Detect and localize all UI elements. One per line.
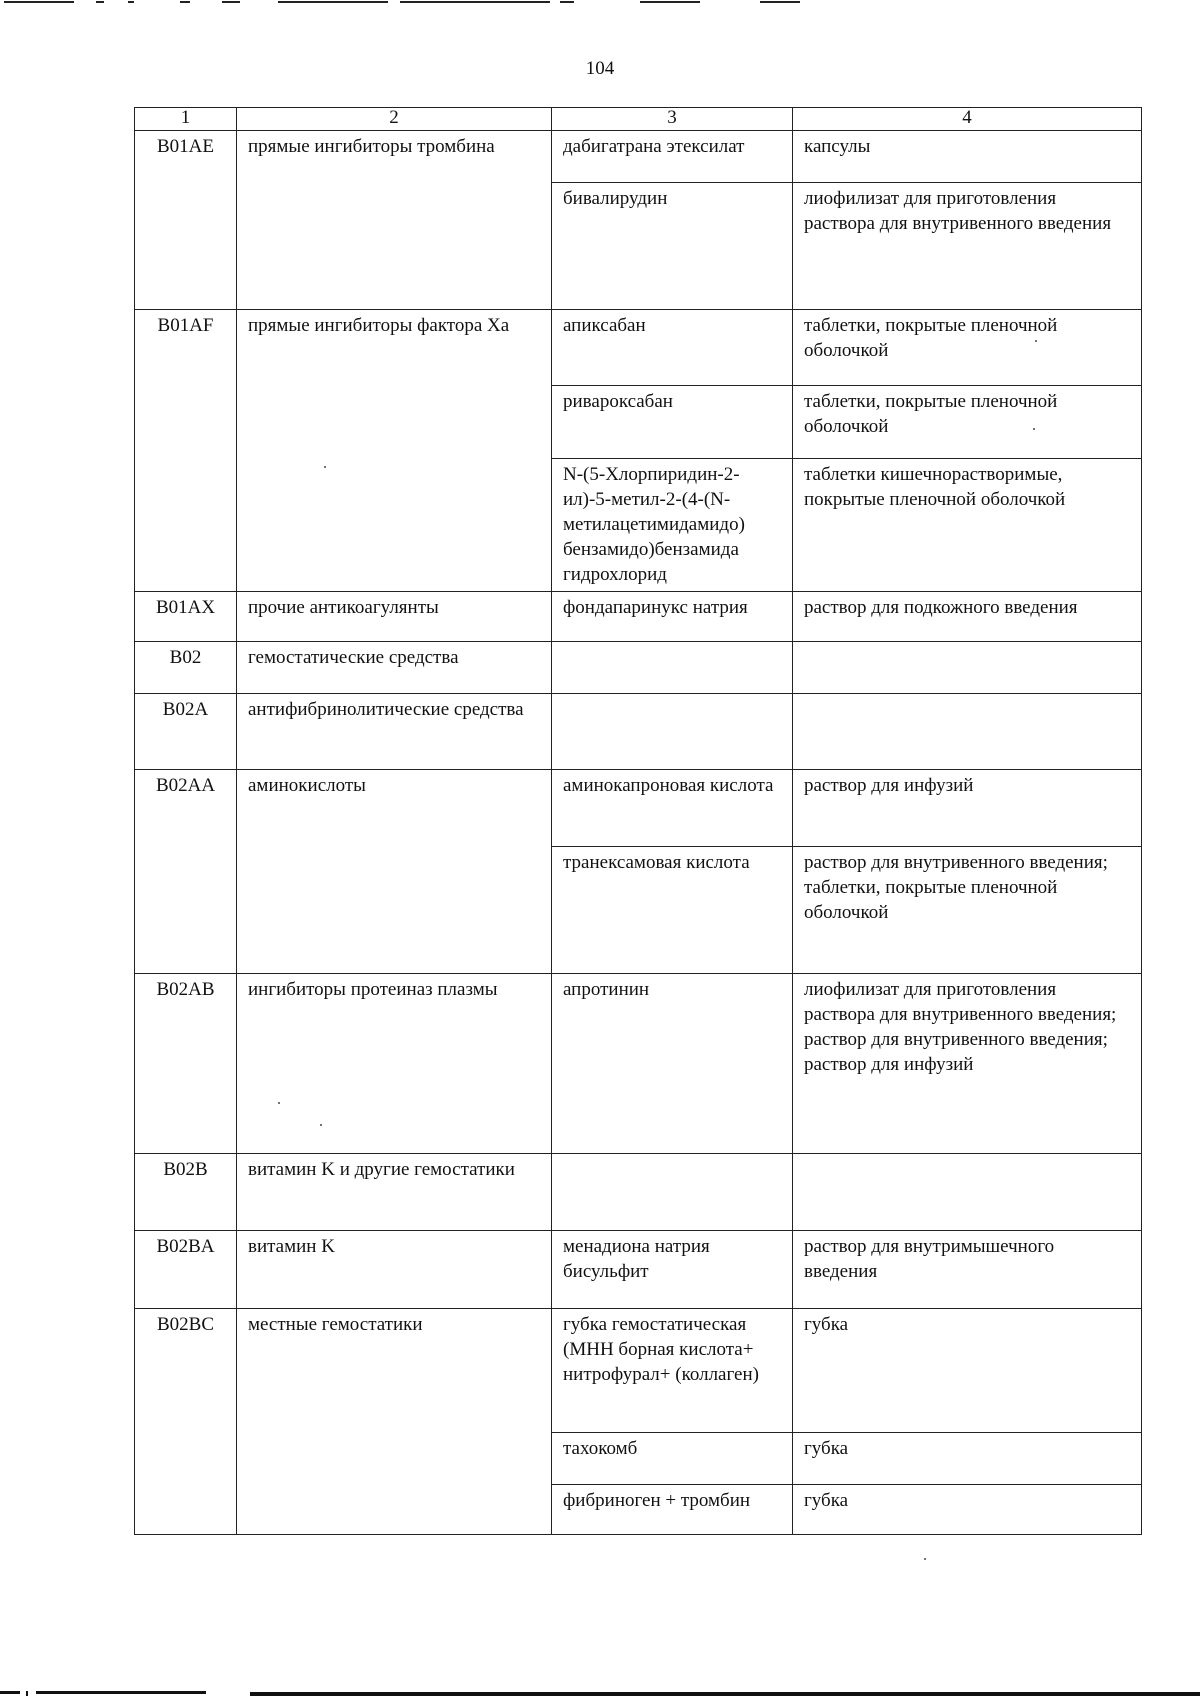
substance-name: бивалирудин — [552, 183, 793, 310]
dosage-forms — [793, 386, 1142, 459]
dosage-form: капсулы — [804, 136, 871, 157]
dosage-forms — [793, 459, 1142, 592]
atc-code: B01AE — [135, 131, 237, 310]
table-row — [135, 974, 1142, 1154]
atc-code: B02BA — [135, 1231, 237, 1309]
dosage-forms — [793, 1433, 1142, 1485]
dosage-form: таблетки, покрытые пленочной оболочкой — [804, 391, 1063, 437]
substance-name — [552, 642, 793, 694]
dosage-form: губка — [804, 1314, 849, 1335]
dosage-forms — [793, 1485, 1142, 1535]
substance-name: N-(5-Хлорпиридин-2-ил)-5-метил-2-(4-(N-метилацетимидамидо) бензамидо)бензамида гидрохлорид — [552, 459, 793, 592]
substance-name — [552, 694, 793, 770]
dosage-forms — [793, 183, 1142, 310]
dosage-forms — [793, 310, 1142, 386]
table-body — [135, 108, 1142, 1535]
substance-name: апиксабан — [552, 310, 793, 386]
table-row — [135, 1154, 1142, 1231]
dosage-forms — [793, 770, 1142, 847]
scan-speck — [1033, 428, 1035, 430]
drug-group: местные гемостатики — [237, 1309, 552, 1535]
substance-name: тахокомб — [552, 1433, 793, 1485]
dosage-form: раствор для инфузий — [804, 1054, 974, 1075]
drug-group: ингибиторы протеиназ плазмы — [237, 974, 552, 1154]
atc-code: B02AB — [135, 974, 237, 1154]
drug-group: аминокислоты — [237, 770, 552, 974]
substance-name: менадиона натрия бисульфит — [552, 1231, 793, 1309]
dosage-forms — [793, 642, 1142, 694]
dosage-form: раствор для подкожного введения — [804, 597, 1078, 618]
table-row — [135, 310, 1142, 386]
scan-speck — [924, 1558, 926, 1560]
dosage-form: раствор для внутривенного введения; — [804, 1029, 1108, 1050]
atc-code: B02A — [135, 694, 237, 770]
substance-name: транексамовая кислота — [552, 847, 793, 974]
table-row — [135, 1309, 1142, 1433]
drug-group: витамин K — [237, 1231, 552, 1309]
drug-group: гемостатические средства — [237, 642, 552, 694]
column-header: 2 — [237, 108, 552, 131]
dosage-forms — [793, 592, 1142, 642]
substance-name: ривароксабан — [552, 386, 793, 459]
scan-speck — [278, 1102, 280, 1104]
scan-speck — [1035, 340, 1037, 342]
atc-code: B01AX — [135, 592, 237, 642]
drug-group: прочие антикоагулянты — [237, 592, 552, 642]
dosage-form: таблетки, покрытые пленочной оболочкой — [804, 877, 1063, 923]
drug-group: антифибринолитические средства — [237, 694, 552, 770]
drug-group: прямые ингибиторы фактора Xa — [237, 310, 552, 592]
dosage-forms — [793, 974, 1142, 1154]
atc-code: B02 — [135, 642, 237, 694]
page-number: 104 — [585, 58, 615, 79]
drug-group: витамин K и другие гемостатики — [237, 1154, 552, 1231]
dosage-form: раствор для внутривенного введения; — [804, 852, 1108, 873]
dosage-forms — [793, 847, 1142, 974]
substance-name: апротинин — [552, 974, 793, 1154]
dosage-form: лиофилизат для приготовления раствора для внутривенного введения; — [804, 979, 1117, 1025]
substance-name: аминокапроновая кислота — [552, 770, 793, 847]
substance-name — [552, 1154, 793, 1231]
table-row — [135, 1231, 1142, 1309]
atc-code: B02AA — [135, 770, 237, 974]
dosage-form: таблетки кишечнорастворимые, покрытые пленочной оболочкой — [804, 464, 1068, 510]
dosage-forms — [793, 694, 1142, 770]
dosage-form: раствор для инфузий — [804, 775, 974, 796]
scan-speck — [320, 1124, 322, 1126]
table-row — [135, 770, 1142, 847]
table-header-row — [135, 108, 1142, 131]
scan-edge-bottom — [0, 1688, 1200, 1696]
dosage-form: раствор для внутримышечного введения — [804, 1236, 1059, 1282]
dosage-form: таблетки, покрытые пленочной оболочкой — [804, 315, 1063, 361]
dosage-forms — [793, 131, 1142, 183]
dosage-form: губка — [804, 1438, 849, 1459]
column-header: 1 — [135, 108, 237, 131]
dosage-forms — [793, 1309, 1142, 1433]
dosage-form: губка — [804, 1490, 849, 1511]
scan-speck — [324, 466, 326, 468]
substance-name: губка гемостатическая (МНН борная кислота+ нитрофурал+ (коллаген) — [552, 1309, 793, 1433]
table-row — [135, 592, 1142, 642]
atc-code: B01AF — [135, 310, 237, 592]
drug-group: прямые ингибиторы тромбина — [237, 131, 552, 310]
table-row — [135, 131, 1142, 183]
scan-edge-top — [0, 0, 1200, 6]
substance-name: дабигатрана этексилат — [552, 131, 793, 183]
column-header: 4 — [793, 108, 1142, 131]
substance-name: фондапаринукс натрия — [552, 592, 793, 642]
dosage-forms — [793, 1231, 1142, 1309]
drug-table — [134, 107, 1142, 1535]
atc-code: B02B — [135, 1154, 237, 1231]
dosage-forms — [793, 1154, 1142, 1231]
dosage-form: лиофилизат для приготовления раствора для внутривенного введения — [804, 188, 1112, 234]
substance-name: фибриноген + тромбин — [552, 1485, 793, 1535]
column-header: 3 — [552, 108, 793, 131]
table-row — [135, 694, 1142, 770]
table-row — [135, 642, 1142, 694]
atc-code: B02BC — [135, 1309, 237, 1535]
